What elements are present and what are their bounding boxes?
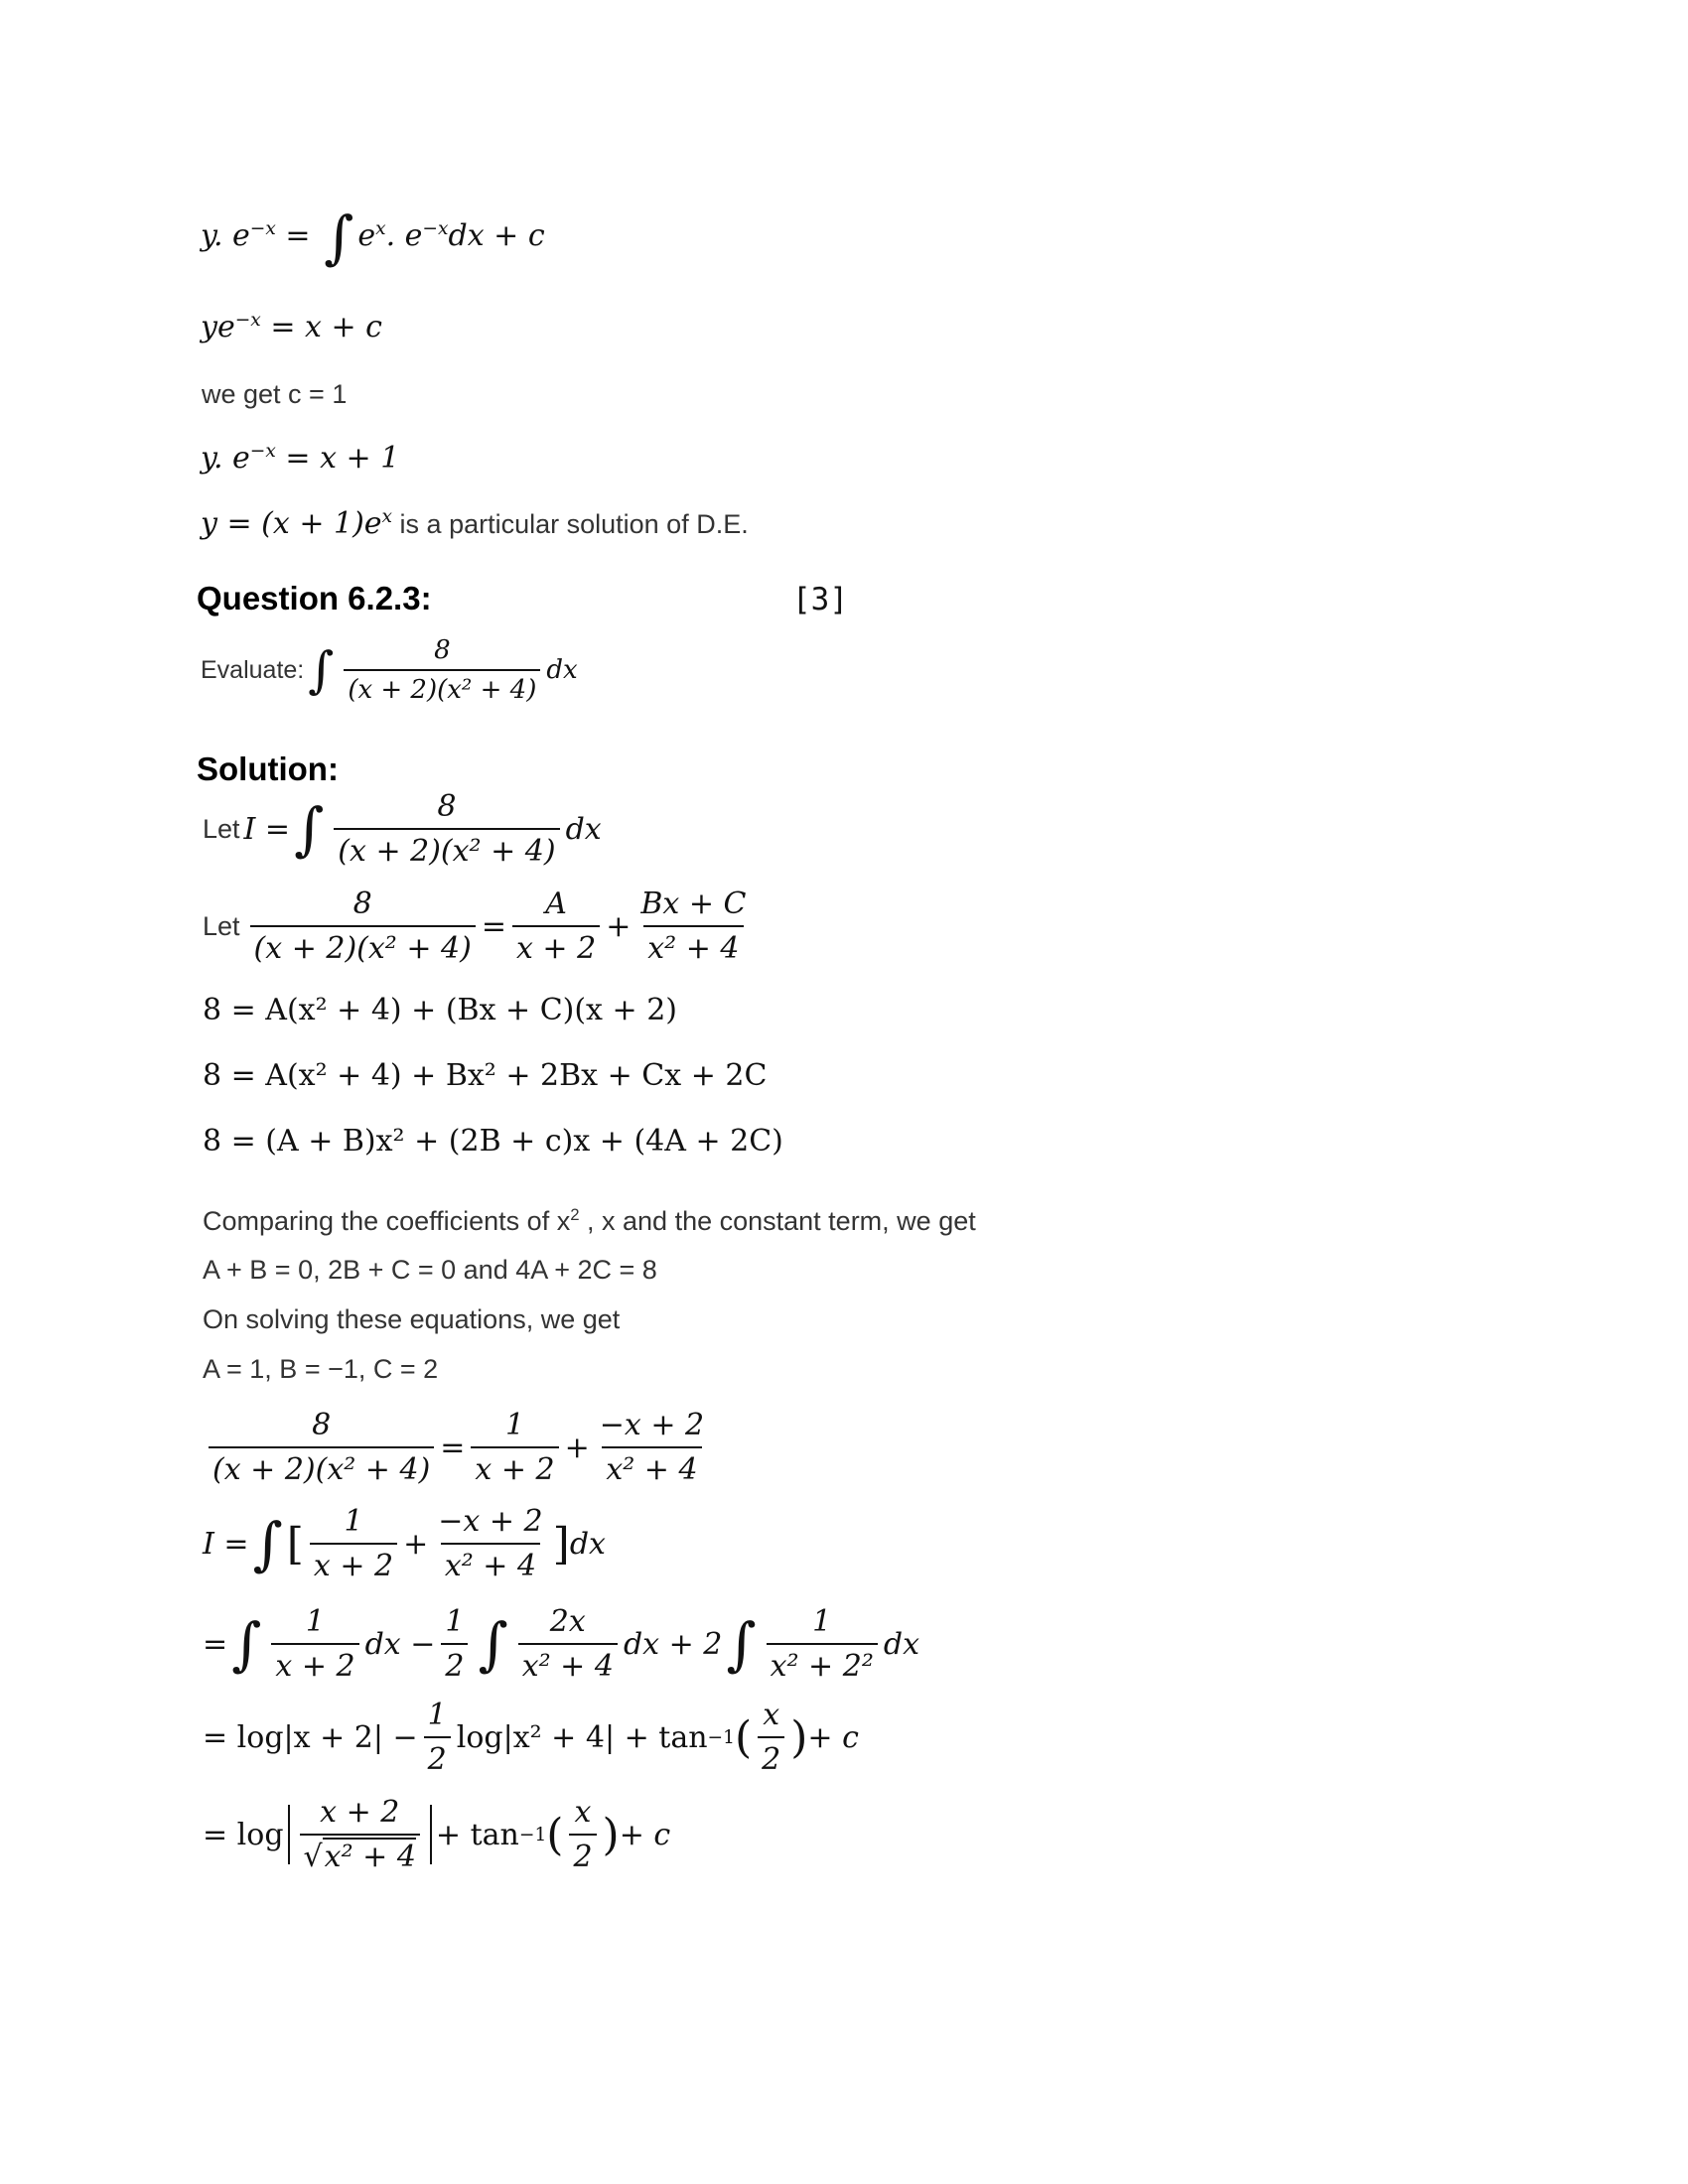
- particular-solution-line: [201, 506, 749, 541]
- dx: dx: [569, 1526, 606, 1562]
- numerator: 2x: [549, 1604, 586, 1639]
- denominator: 2: [441, 1643, 468, 1684]
- plus: +: [564, 1430, 590, 1465]
- inverse-exp: −1: [707, 1726, 735, 1748]
- equals: =: [481, 908, 506, 944]
- dx: dx: [546, 655, 578, 685]
- denominator: x + 2: [271, 1643, 358, 1684]
- result-line-1: [203, 1698, 859, 1777]
- sqrt-denominator: x² + 4: [324, 1840, 416, 1874]
- integral-sign: ∫: [324, 204, 354, 271]
- let-label: Let: [203, 910, 240, 941]
- solving-text: On solving these equations, we get: [203, 1304, 621, 1334]
- denominator: 2: [424, 1736, 451, 1777]
- compare-text-a: Comparing the coefficients of x: [203, 1206, 571, 1236]
- question-title: Question 6.2.3:: [197, 580, 432, 616]
- eq1-lhs: y. e: [201, 218, 250, 253]
- denominator: x + 2: [471, 1446, 558, 1487]
- numerator: 1: [427, 1698, 447, 1732]
- integral-sign: ∫: [308, 641, 335, 699]
- numerator: 8: [312, 1408, 332, 1442]
- eq1-integrand-b: . e: [385, 218, 423, 253]
- eq4-rhs: = x + 1: [285, 441, 400, 476]
- denominator: x² + 4: [518, 1643, 618, 1684]
- eq5-math-exp: x: [381, 506, 393, 527]
- numerator: 1: [445, 1604, 465, 1639]
- eq5-text: is a particular solution of D.E.: [392, 509, 749, 539]
- eq2-rhs: = x + c: [270, 310, 382, 344]
- numerator: 1: [504, 1408, 525, 1442]
- eq4-lhs-exp: −x: [249, 441, 276, 462]
- denominator: x² + 4: [602, 1446, 701, 1487]
- coefficient-values: A = 1, B = −1, C = 2: [203, 1354, 439, 1384]
- right-paren: ): [602, 1809, 620, 1860]
- identity-eq-1: 8 = A(x² + 4) + (Bx + C)(x + 2): [203, 993, 677, 1027]
- inverse-exp: −1: [518, 1824, 547, 1845]
- result1-mid: log|x² + 4| + tan: [456, 1719, 708, 1755]
- numerator: x + 2: [320, 1795, 400, 1830]
- dx: dx: [565, 811, 602, 847]
- partial-fraction-line: [203, 887, 756, 966]
- result2-pre: = log: [203, 1817, 284, 1852]
- denominator: x² + 4: [441, 1543, 540, 1583]
- eq4-lhs: y. e: [201, 441, 250, 476]
- I-lhs: I =: [203, 1526, 249, 1562]
- eq1-equals: =: [285, 218, 311, 253]
- denominator: (x + 2)(x² + 4): [209, 1446, 434, 1487]
- numerator: 1: [812, 1604, 832, 1639]
- numerator: Bx + C: [640, 887, 747, 921]
- abs-bar-left: [288, 1805, 290, 1864]
- denominator: (x + 2)(x² + 4): [250, 925, 476, 966]
- eq1-integrand-a: e: [357, 218, 376, 253]
- right-paren: ): [790, 1711, 808, 1763]
- integral-split-line: [203, 1604, 919, 1684]
- let-label: Let: [203, 813, 240, 844]
- numerator: x: [763, 1698, 780, 1732]
- solution-heading: Solution:: [197, 751, 339, 787]
- compare-text-exp: 2: [570, 1205, 580, 1224]
- denominator: x² + 2²: [767, 1643, 878, 1684]
- numerator: 8: [352, 887, 372, 921]
- eq5-math: y = (x + 1)e: [201, 506, 382, 541]
- numerator: A: [545, 887, 567, 921]
- numerator: x: [574, 1795, 592, 1830]
- I-lhs: I =: [243, 811, 291, 847]
- eq2-lhs-exp: −x: [234, 310, 261, 331]
- right-bracket: ]: [552, 1518, 570, 1570]
- result2-mid: + tan: [435, 1817, 519, 1852]
- let-I-line: [203, 789, 602, 869]
- constant-value-text: we get c = 1: [202, 379, 348, 409]
- numerator: 1: [305, 1604, 326, 1639]
- result2-post: + c: [619, 1817, 671, 1852]
- plus: +: [403, 1526, 429, 1562]
- left-paren: (: [546, 1809, 564, 1860]
- eq1-integrand-b-exp: −x: [422, 218, 449, 239]
- integral-sign: ∫: [726, 1610, 757, 1678]
- denominator: x² + 4: [643, 925, 743, 966]
- integral-sign: ∫: [478, 1610, 508, 1678]
- eq2-lhs: ye: [201, 310, 235, 344]
- left-paren: (: [734, 1711, 753, 1763]
- plus: +: [606, 908, 632, 944]
- denominator: 2: [758, 1736, 784, 1777]
- dx-minus: dx −: [364, 1626, 436, 1662]
- denominator: x + 2: [512, 925, 600, 966]
- eq1-lhs-exp: −x: [249, 218, 276, 239]
- numerator: 1: [344, 1504, 363, 1539]
- eq1-rhs-post: dx + c: [448, 218, 545, 253]
- equals: =: [203, 1626, 228, 1662]
- result-line-2: = log $\frac{x + 2}{\text{√x² + 4}}$ + tan −1 ( $\frac{x}{2}$ ) + c: [203, 1795, 671, 1874]
- left-bracket: [: [286, 1518, 304, 1570]
- compare-coefficients-text: [203, 1205, 976, 1237]
- denominator: (x + 2)(x² + 4): [334, 828, 559, 869]
- decomposition-line: [203, 1408, 714, 1487]
- integral-sign: ∫: [294, 795, 325, 863]
- numerator: −x + 2: [599, 1408, 705, 1442]
- denominator: 2: [569, 1834, 596, 1874]
- eq1-integrand-a-exp: x: [375, 218, 386, 239]
- equation-line-1: [201, 204, 545, 271]
- result1-post: + c: [807, 1719, 859, 1755]
- equation-line-4: [201, 441, 399, 476]
- question-marks: [3]: [792, 582, 848, 617]
- abs-bar-right: [430, 1805, 432, 1864]
- I-split-line: [203, 1504, 606, 1583]
- numerator: −x + 2: [438, 1504, 543, 1539]
- integrand-denominator: (x + 2)(x² + 4): [344, 669, 540, 705]
- equals: =: [440, 1430, 466, 1465]
- identity-eq-2: 8 = A(x² + 4) + Bx² + 2Bx + Cx + 2C: [203, 1058, 768, 1093]
- integrand-numerator: 8: [434, 635, 451, 665]
- dx: dx: [883, 1626, 919, 1662]
- result1-pre: = log|x + 2| −: [203, 1719, 418, 1755]
- integral-sign: ∫: [231, 1610, 262, 1678]
- equation-system: A + B = 0, 2B + C = 0 and 4A + 2C = 8: [203, 1255, 657, 1285]
- identity-eq-3: 8 = (A + B)x² + (2B + c)x + (4A + 2C): [203, 1124, 783, 1159]
- dx-plus-2: dx + 2: [623, 1626, 723, 1662]
- numerator: 8: [437, 789, 457, 824]
- evaluate-label: Evaluate:: [201, 655, 305, 684]
- denominator: x + 2: [310, 1543, 397, 1583]
- question-prompt: [201, 635, 578, 705]
- equation-line-2: [201, 310, 382, 344]
- integral-sign: ∫: [252, 1510, 283, 1577]
- compare-text-b: , x and the constant term, we get: [579, 1206, 976, 1236]
